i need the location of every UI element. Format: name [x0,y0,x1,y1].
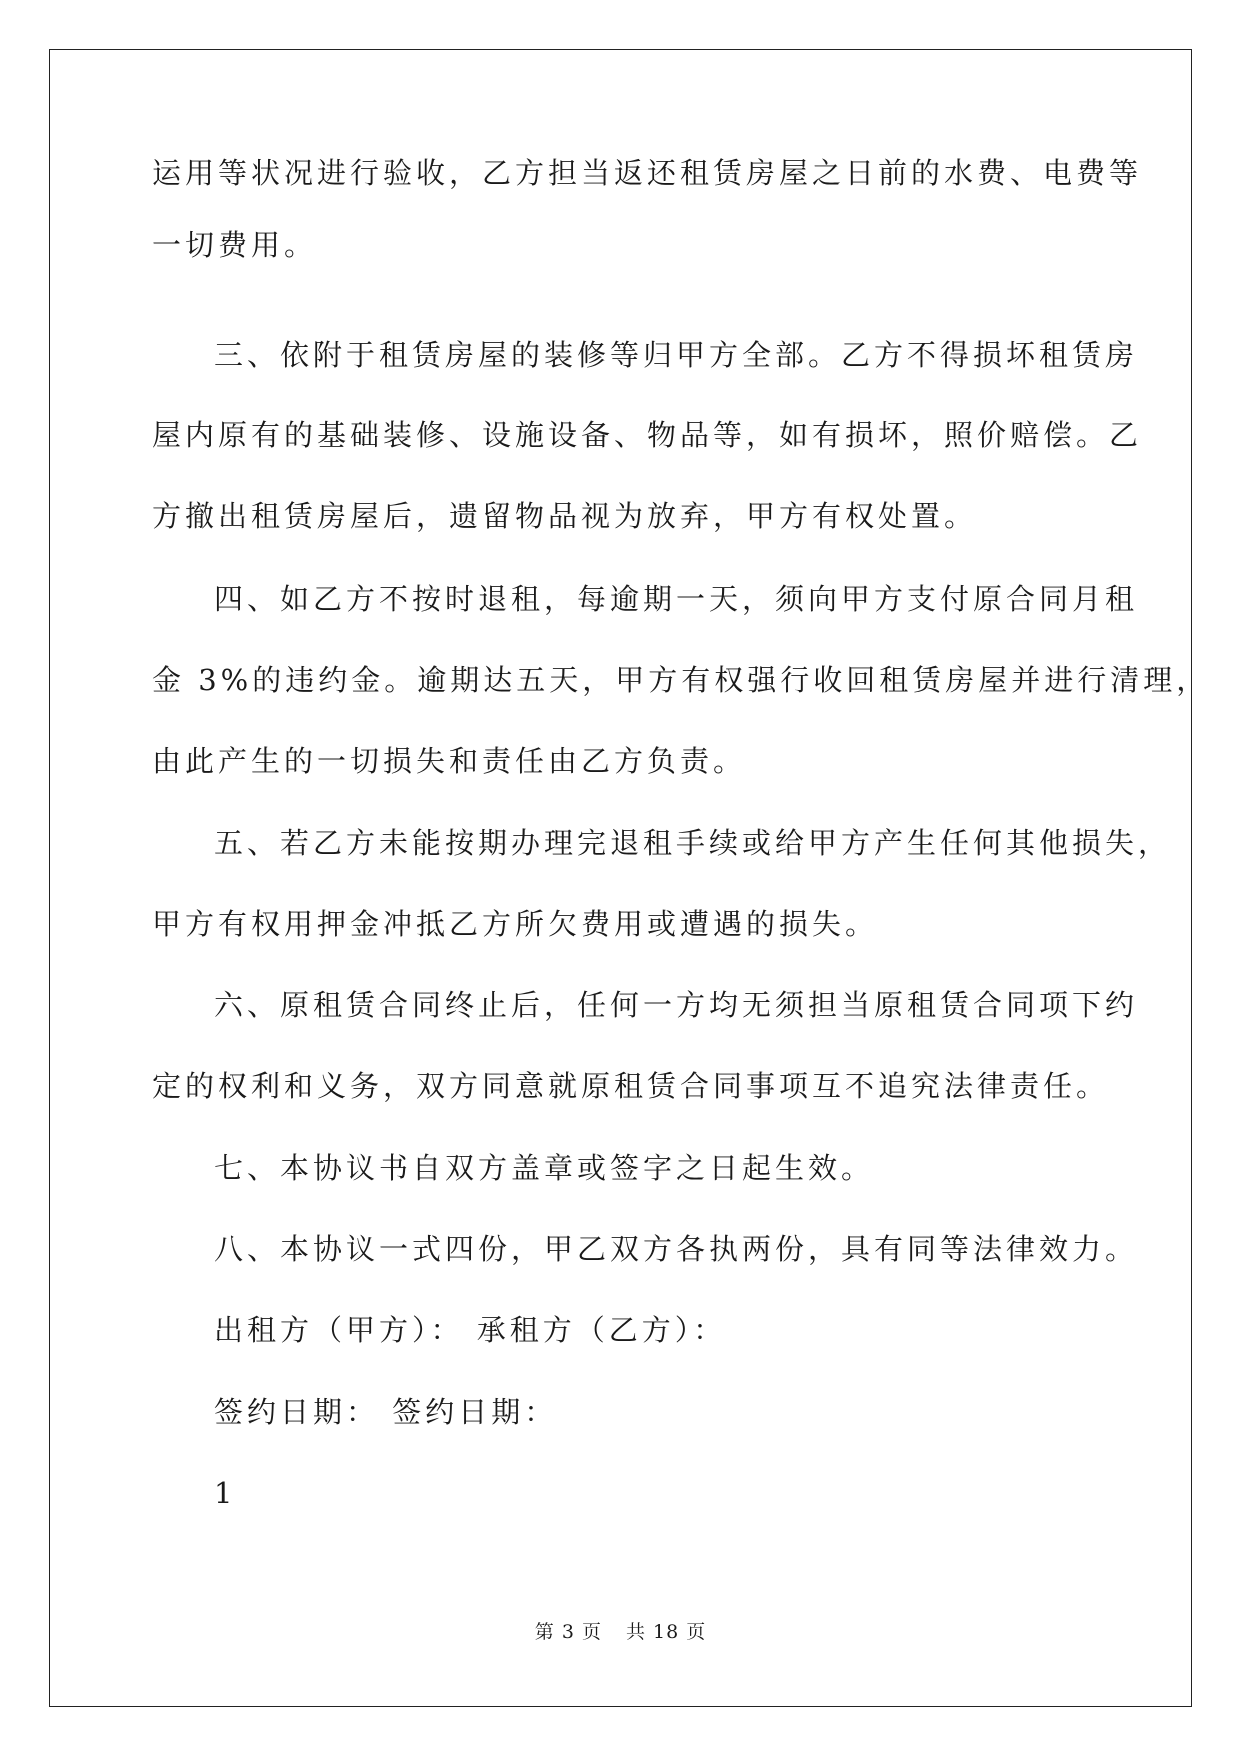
footer-total-label: 共 18 页 [625,1621,707,1643]
text-line-7: 金 3%的违约金。逾期达五天，甲方有权强行收回租赁房屋并进行清理， [152,663,1210,697]
text-line-3: 三、依附于租赁房屋的装修等归甲方全部。乙方不得损坏租赁房 [214,338,1139,372]
text-line-13: 七、本协议书自双方盖章或签字之日起生效。 [214,1151,875,1185]
page-border [49,49,1192,1707]
text-line-8: 由此产生的一切损失和责任由乙方负责。 [152,744,747,778]
text-line-11: 六、原租赁合同终止后，任何一方均无须担当原租赁合同项下约 [214,988,1139,1022]
text-line-6: 四、如乙方不按时退租，每逾期一天，须向甲方支付原合同月租 [214,582,1139,616]
text-line-4: 屋内原有的基础装修、设施设备、物品等，如有损坏，照价赔偿。乙 [152,418,1143,452]
text-line-2: 一切费用。 [152,228,318,262]
text-line-1: 运用等状况进行验收，乙方担当返还租赁房屋之日前的水费、电费等 [152,156,1143,190]
text-line-5: 方撤出租赁房屋后，遗留物品视为放弃，甲方有权处置。 [152,499,978,533]
text-line-12: 定的权利和义务，双方同意就原租赁合同事项互不追究法律责任。 [152,1069,1110,1103]
signature-date-line: 签约日期： 签约日期： [214,1395,558,1429]
footer-page-label: 第 3 页 [534,1621,602,1643]
signature-parties-line: 出租方（甲方）： 承租方（乙方）： [214,1313,727,1347]
text-line-14: 八、本协议一式四份，甲乙双方各执两份，具有同等法律效力。 [214,1232,1139,1266]
text-line-page-number: 1 [214,1476,237,1510]
text-line-10: 甲方有权用押金冲抵乙方所欠费用或遭遇的损失。 [152,907,879,941]
text-line-9: 五、若乙方未能按期办理完退租手续或给甲方产生任何其他损失， [214,826,1172,860]
page-footer [0,1620,1241,1644]
